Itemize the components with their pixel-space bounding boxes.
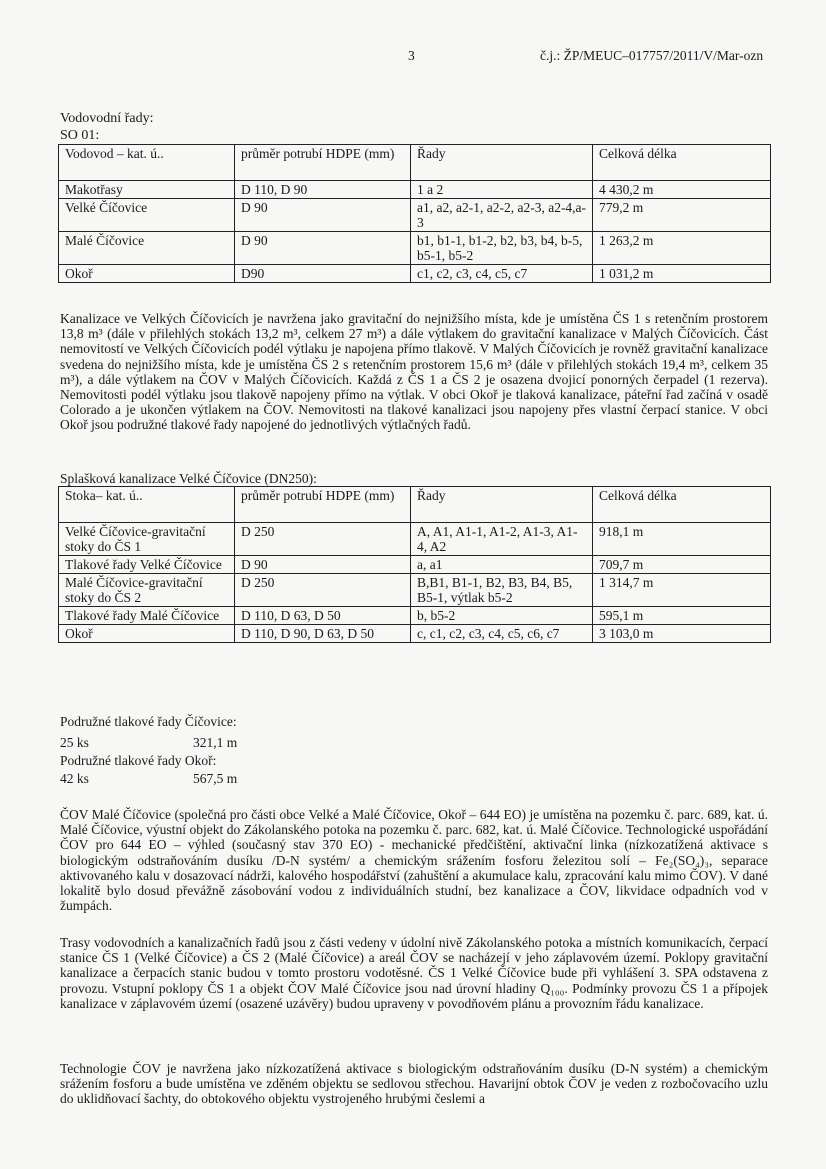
table-row [59, 625, 771, 643]
table-cell: D 250 [235, 523, 411, 556]
paragraph-routes: Trasy vodovodních a kanalizačních řadů jsou z části vedeny v údolní nivě Zákolanského potoka a místních komunikacích, čerpací stanice ČS 1 (Velké Číčovice) a ČS 2 (Malé Číčovice) a areál ČOV se nacházejí v jeho záplavovém území. Poklopy gravitační kanalizace a čerpacích stanic budou v tomto prostoru vodotěsné. ČS 1 Velké Číčovice bude při vyhlášení 3. SPA odstavena z provozu. Vstupní poklopy ČS 1 a objekt ČOV Malé Číčovice jsou nad úrovní hladiny Q₁₀₀. Podmínky provozu ČS 1 a přípojek kanalizace v záplavovém území (osazené uzávěry) budou upraveny v povodňovém plánu a provozním řádu kanalizace. [60, 935, 768, 1011]
table-row [59, 523, 771, 556]
table-cell: 918,1 m [593, 523, 771, 556]
table-cell: D 110, D 90 [235, 181, 411, 199]
table-cell: D 250 [235, 574, 411, 607]
table-cell: D 110, D 63, D 50 [235, 607, 411, 625]
sewer-table [58, 486, 771, 643]
table-row [59, 199, 771, 232]
table-cell: Malé Číčovice-gravitační stoky do ČS 2 [59, 574, 235, 607]
table-header-row [59, 487, 771, 523]
table-cell: c, c1, c2, c3, c4, c5, c6, c7 [411, 625, 593, 643]
pressure-cicovice-label: Podružné tlakové řady Číčovice: [60, 714, 237, 729]
table-cell: Tlakové řady Velké Číčovice [59, 556, 235, 574]
table-cell: 1 a 2 [411, 181, 593, 199]
pressure-okor-label: Podružné tlakové řady Okoř: [60, 753, 217, 768]
table-cell: D 90 [235, 199, 411, 232]
table-header-row [59, 145, 771, 181]
water-subheading: SO 01: [60, 128, 100, 143]
pressure-okor-count: 42 ks [60, 771, 89, 786]
paragraph-sewer-description: Kanalizace ve Velkých Číčovicích je navržena jako gravitační do nejnižšího místa, kde je umístěna ČS 1 s retenčním prostorem 13,8 m³ (dále v přilehlých stokách 13,2 m³, celkem 27 m³) a dále výtlakem do gravitační kanalizace v Malých Číčovicích. Část nemovitostí ve Velkých Číčovicích podél výtlaku je napojena přímo tlakově. V Malých Číčovicích je rovněž gravitační kanalizace svedena do nejnižšího místa, kde je umístěna ČS 2 s retenčním prostorem 15,6 m³ (dále v přilehlých stokách 19,4 m³, celkem 35 m³), a dále výtlakem na ČOV v Malých Číčovicích. Každá z ČS 1 a ČS 2 je osazena dvojicí ponorných čerpadel (1 rezerva). Nemovitosti podél výtlaku jsou tlakově napojeny přímo na výtlak. V obci Okoř je tlaková kanalizace, páteřní řad začíná v osadě Colorado a je ukončen výtlakem na ČOV. Nemovitosti na tlakové kanalizaci jsou napojeny přes vlastní čerpací stanice. V obci Okoř jsou podružné tlakové řady napojené do jednotlivých výtlačných řadů. [60, 311, 768, 433]
column-header: průměr potrubí HDPE (mm) [235, 145, 411, 181]
table-cell: 4 430,2 m [593, 181, 771, 199]
table-cell: a, a1 [411, 556, 593, 574]
column-header: Řady [411, 145, 593, 181]
table-cell: b, b5-2 [411, 607, 593, 625]
water-heading: Vodovodní řady: [60, 111, 154, 126]
column-header: Celková délka [593, 487, 771, 523]
column-header: průměr potrubí HDPE (mm) [235, 487, 411, 523]
table-cell: Malé Číčovice [59, 232, 235, 265]
table-cell: Velké Číčovice [59, 199, 235, 232]
pressure-cicovice-count: 25 ks [60, 735, 89, 750]
paragraph-technology: Technologie ČOV je navržena jako nízkozatížená aktivace s biologickým odstraňováním dusíku (D-N systém) a chemickým srážením fosforu a bude umístěna ve zděném objektu se sedlovou střechou. Havarijní obtok ČOV je veden z rozbočovacího uzlu do uklidňovací šachty, do obtokového objektu vystrojeného hrubými česlemi a [60, 1061, 768, 1107]
table-cell: 3 103,0 m [593, 625, 771, 643]
table-row [59, 265, 771, 283]
table-cell: 1 314,7 m [593, 574, 771, 607]
table-cell: 709,7 m [593, 556, 771, 574]
table-cell: c1, c2, c3, c4, c5, c7 [411, 265, 593, 283]
pressure-cicovice-length: 321,1 m [193, 735, 238, 750]
table-row [59, 556, 771, 574]
table-cell: Okoř [59, 265, 235, 283]
table-row [59, 574, 771, 607]
table-row [59, 607, 771, 625]
column-header: Stoka– kat. ú.. [59, 487, 235, 523]
page-number: 3 [408, 48, 415, 63]
table-cell: Okoř [59, 625, 235, 643]
table-cell: Velké Číčovice-gravitační stoky do ČS 1 [59, 523, 235, 556]
table-cell: b1, b1-1, b1-2, b2, b3, b4, b-5, b5-1, b5-2 [411, 232, 593, 265]
reference-number: č.j.: ŽP/MEUC–017757/2011/V/Mar-ozn [540, 48, 764, 63]
water-table [58, 144, 771, 283]
table-cell: Tlakové řady Malé Číčovice [59, 607, 235, 625]
paragraph-wwtp: ČOV Malé Číčovice (společná pro části obce Velké a Malé Číčovice, Okoř – 644 EO) je umístěna na pozemku č. parc. 689, kat. ú. Malé Číčovice, výustní objekt do Zákolanského potoka na pozemku č. parc. 682, kat. ú. Malé Číčovice. Technologické uspořádání ČOV pro 644 EO – výhled (současný stav 370 EO) - mechanické předčištění, aktivační linka (nízkozatížená aktivace s biologickým odstraňováním dusíku /D-N systém/ a chemickým srážením fosforu železitou solí – Fe₂(SO₄)₃, separace aktivovaného kalu v dosazovací nádrži, kalového hospodářství (zahuštění a akumulace kalu, zpracování kalu mimo ČOV). V dané lokalitě bylo dosud převážně zásobování vodou z individuálních studní, bez kanalizace a ČOV, likvidace odpadních vod v žumpách. [60, 807, 768, 914]
table-cell: D90 [235, 265, 411, 283]
table-row [59, 181, 771, 199]
column-header: Celková délka [593, 145, 771, 181]
table-cell: D 90 [235, 556, 411, 574]
table-cell: Makotřasy [59, 181, 235, 199]
table-cell: D 90 [235, 232, 411, 265]
column-header: Vodovod – kat. ú.. [59, 145, 235, 181]
table-cell: 1 031,2 m [593, 265, 771, 283]
table-cell: A, A1, A1-1, A1-2, A1-3, A1-4, A2 [411, 523, 593, 556]
sewer-heading: Splašková kanalizace Velké Číčovice (DN250): [60, 471, 317, 486]
table-row [59, 232, 771, 265]
table-cell: D 110, D 90, D 63, D 50 [235, 625, 411, 643]
table-cell: a1, a2, a2-1, a2-2, a2-3, a2-4,a-3 [411, 199, 593, 232]
pressure-okor-length: 567,5 m [193, 771, 238, 786]
column-header: Řady [411, 487, 593, 523]
table-cell: B,B1, B1-1, B2, B3, B4, B5, B5-1, výtlak b5-2 [411, 574, 593, 607]
table-cell: 1 263,2 m [593, 232, 771, 265]
table-cell: 779,2 m [593, 199, 771, 232]
table-cell: 595,1 m [593, 607, 771, 625]
